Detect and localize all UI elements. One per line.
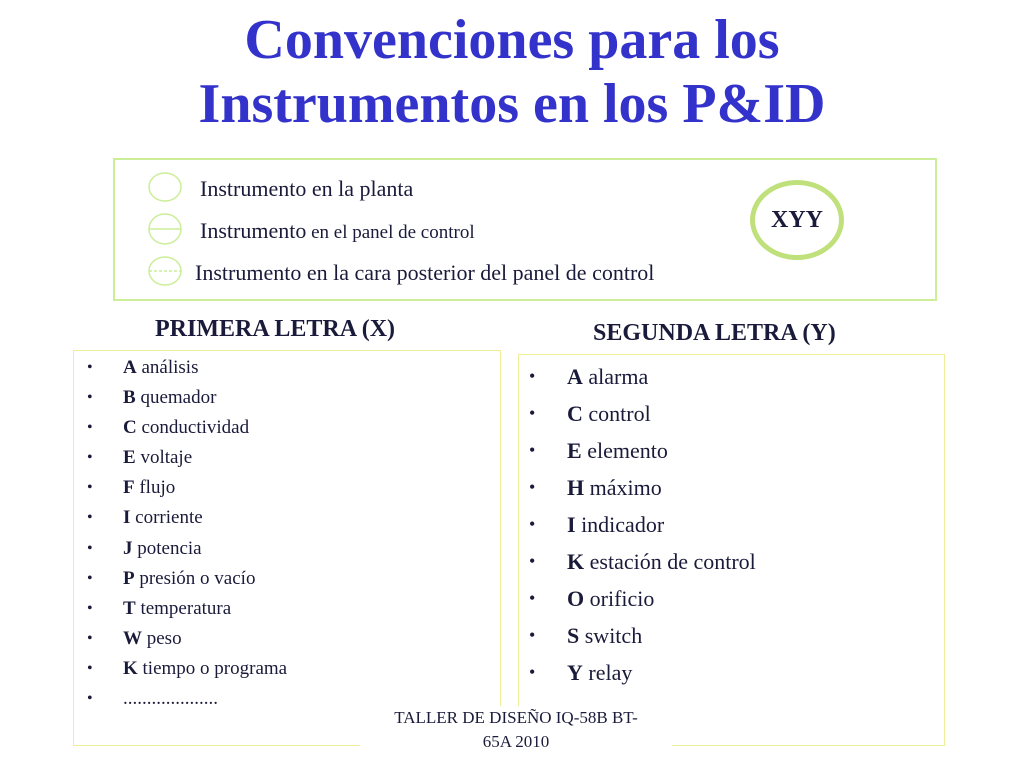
list-item: • H máximo (567, 469, 756, 506)
panel-instrument-icon (146, 211, 184, 247)
legend-row-field (200, 176, 413, 202)
title-line-2: Instrumentos en los P&ID (198, 73, 826, 135)
legend-panel-label: Instrumento (200, 218, 307, 243)
bullet-icon: • (87, 569, 93, 587)
bullet-icon: • (87, 359, 93, 376)
legend-row-panel (200, 218, 475, 244)
list-item: • E voltaje (123, 443, 287, 473)
list-item: • P presión o vacío (123, 564, 287, 594)
list-item: • I indicador (567, 506, 756, 543)
footer-line-1: TALLER DE DISEÑO IQ-58B BT- (394, 708, 638, 727)
primera-letra-header: PRIMERA LETRA (X) (155, 316, 396, 342)
bullet-icon: • (87, 449, 93, 467)
bullet-icon: • (87, 659, 93, 677)
list-item: • A alarma (567, 358, 756, 395)
slide-footer (360, 706, 672, 754)
list-item: • B quemador (123, 383, 287, 413)
title-line-1: Convenciones para los (244, 9, 780, 71)
bullet-icon: • (529, 514, 536, 534)
segunda-letra-list (529, 358, 756, 691)
back-panel-instrument-icon (146, 254, 184, 288)
list-item: • F flujo (123, 473, 287, 503)
list-item: • C conductividad (123, 413, 287, 443)
bullet-icon: • (529, 366, 536, 386)
list-item: • O orificio (567, 580, 756, 617)
primera-letra-list (87, 353, 288, 714)
bullet-icon: • (87, 690, 93, 708)
bullet-icon: • (87, 419, 93, 437)
bullet-icon: • (87, 389, 93, 407)
list-item: • W peso (123, 624, 287, 654)
segunda-letra-header: SEGUNDA LETRA (Y) (593, 320, 836, 346)
legend-field-label: Instrumento en la planta (200, 176, 414, 201)
bullet-icon: • (529, 625, 536, 645)
list-item: • K tiempo o programa (123, 654, 287, 684)
list-item: • C control (567, 395, 756, 432)
list-item: • I corriente (123, 503, 287, 533)
bullet-icon: • (529, 662, 536, 682)
bullet-icon: • (529, 403, 536, 423)
list-item: • Y relay (567, 654, 756, 691)
bullet-icon: • (87, 629, 93, 647)
bullet-icon: • (87, 599, 93, 617)
page-title (0, 8, 1024, 136)
list-item: • J potencia (123, 534, 287, 564)
legend-panel-sublabel: en el panel de control (306, 222, 475, 243)
bullet-icon: • (529, 477, 536, 497)
list-item: • .................... (123, 684, 287, 714)
bullet-icon: • (87, 509, 93, 527)
bullet-icon: • (87, 539, 93, 557)
legend-back-panel-label: Instrumento en la cara posterior del panel de control (195, 260, 655, 285)
bullet-icon: • (87, 479, 93, 497)
bullet-icon: • (529, 551, 536, 571)
list-item: • T temperatura (123, 594, 287, 624)
list-item: • E elemento (567, 432, 756, 469)
list-item: • K estación de control (567, 543, 756, 580)
list-item: • S switch (567, 617, 756, 654)
list-item: • A análisis (123, 353, 287, 383)
legend-row-back-panel (195, 260, 654, 286)
bullet-icon: • (529, 588, 536, 608)
xyy-symbol-label: XYY (771, 207, 823, 233)
bullet-icon: • (529, 440, 536, 460)
footer-line-2: 65A 2010 (482, 732, 550, 751)
field-instrument-icon (146, 170, 184, 204)
